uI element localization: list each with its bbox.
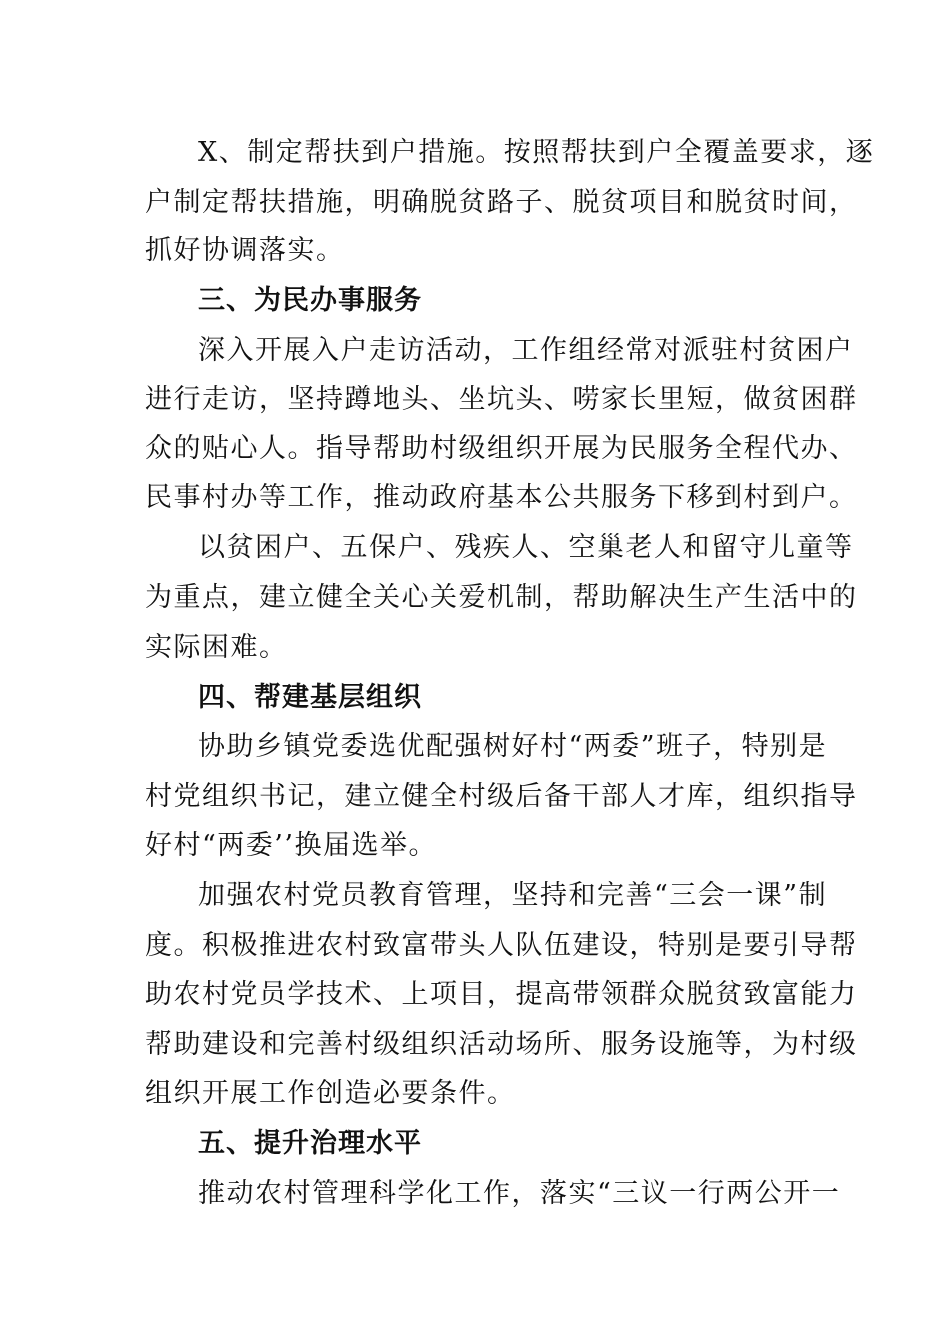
paragraph-line: 为重点，建立健全关心关爱机制，帮助解决生产生活中的 — [145, 582, 858, 613]
paragraph-line: 实际困难。 — [145, 632, 288, 663]
paragraph-line: 推动农村管理科学化工作，落实“三议一行两公开一 — [198, 1178, 841, 1209]
section-heading-5: 五、提升治理水平 — [198, 1128, 422, 1159]
paragraph-line: 协助乡镇党委选优配强树好村“两委”班子，特别是 — [198, 731, 828, 762]
paragraph-line: 抓好协调落实。 — [145, 235, 345, 266]
paragraph-line: 助农村党员学技术、上项目，提高带领群众脱贫致富能力 — [145, 979, 858, 1010]
paragraph-line: 进行走访，坚持蹲地头、坐坑头、唠家长里短，做贫困群 — [145, 384, 858, 415]
paragraph-line: 度。积极推进农村致富带头人队伍建设，特别是要引导帮 — [145, 930, 858, 961]
paragraph-line: 好村“两委’’换届选举。 — [145, 830, 437, 861]
paragraph-line: 帮助建设和完善村级组织活动场所、服务设施等，为村级 — [145, 1029, 858, 1060]
paragraph-line: 组织开展工作创造必要条件。 — [145, 1078, 516, 1109]
paragraph-line: 众的贴心人。指导帮助村级组织开展为民服务全程代办、 — [145, 433, 858, 464]
paragraph-line: 深入开展入户走访活动，工作组经常对派驻村贫困户 — [198, 335, 854, 366]
section-heading-4: 四、帮建基层组织 — [198, 682, 422, 713]
paragraph-line: 村党组织书记，建立健全村级后备干部人才库，组织指导 — [145, 781, 858, 812]
paragraph-line: 以贫困户、五保户、残疾人、空巢老人和留守儿童等 — [198, 532, 854, 563]
paragraph-line: X、制定帮扶到户措施。按照帮扶到户全覆盖要求，逐 — [198, 137, 875, 168]
section-heading-3: 三、为民办事服务 — [198, 285, 422, 316]
paragraph-line: 户制定帮扶措施，明确脱贫路子、脱贫项目和脱贫时间， — [145, 187, 858, 218]
paragraph-line: 加强农村党员教育管理，坚持和完善“三会一课”制 — [198, 880, 828, 911]
paragraph-line: 民事村办等工作，推动政府基本公共服务下移到村到户。 — [145, 482, 858, 513]
